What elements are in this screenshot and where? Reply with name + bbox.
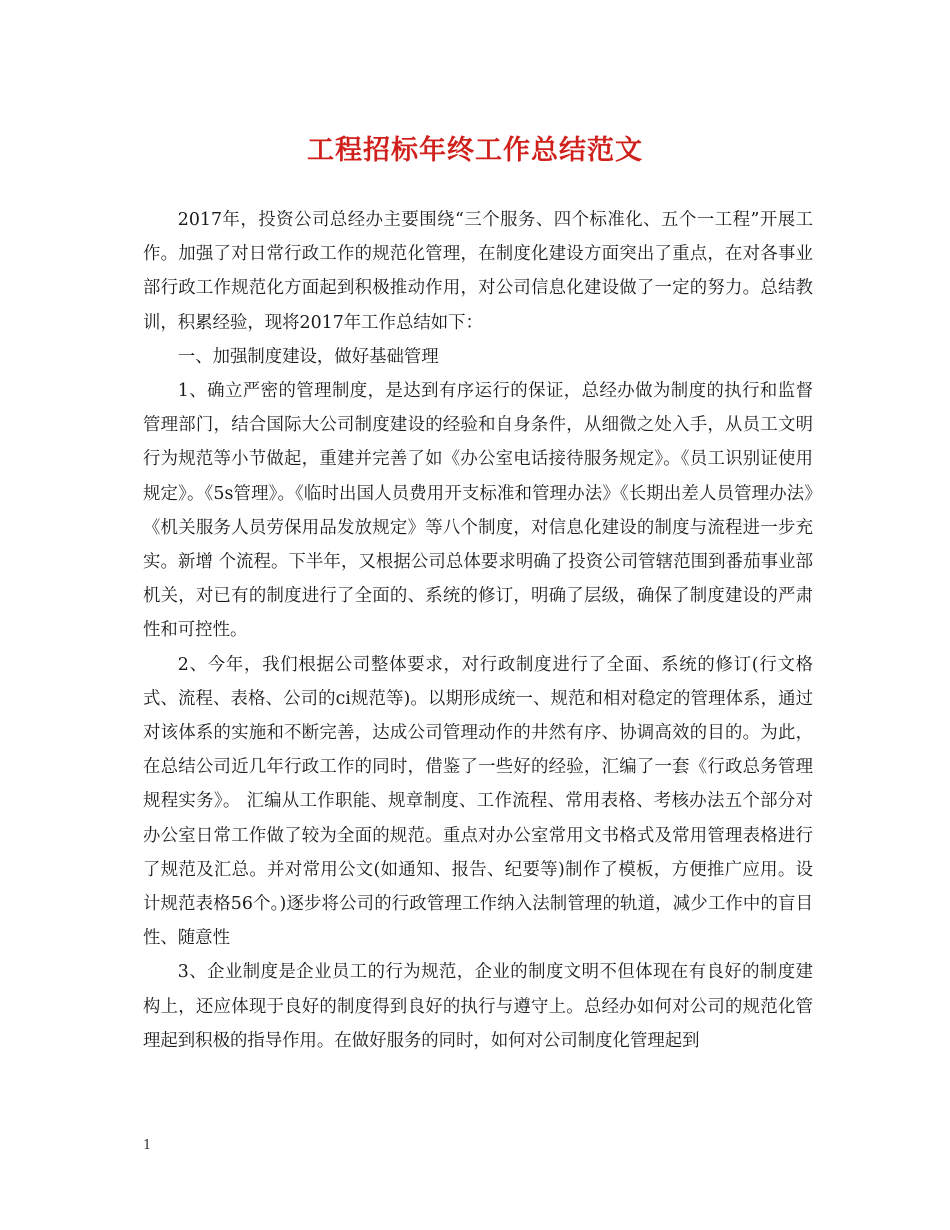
paragraph-item-1: 1、确立严密的管理制度，是达到有序运行的保证，总经办做为制度的执行和监督管理部门，结合国际大公司制度建设的经验和自身条件，从细微之处入手，从员工文明行为规范等小节做起，重建并完善了如《办公室电话接待服务规定》。《员工识别证使用规定》。《5s管理》。《临时出国人员费用开支标准和管理办法》《长期出差人员管理办法》《机关服务人员劳保用品发放规定》等八个制度，对信息化建设的制度与流程进一步充实。新增 个流程。下半年，又根据公司总体要求明确了投资公司管辖范围到番茄事业部机关，对已有的制度进行了全面的、系统的修订，明确了层级，确保了制度建设的严肃性和可控性。: [143, 381, 813, 641]
document-body: [143, 203, 813, 1058]
section-heading-1: 一、加强制度建设，做好基础管理: [177, 346, 439, 367]
page-number: 1: [143, 1138, 152, 1153]
document-title: 工程招标年终工作总结范文: [307, 135, 643, 166]
paragraph-item-3: 3、企业制度是企业员工的行为规范，企业的制度文明不但体现在有良好的制度建构上，还应体现于良好的制度得到良好的执行与遵守上。总经办如何对公司的规范化管理起到积极的指导作用。在做好服务的同时，如何对公司制度化管理起到: [143, 962, 813, 1051]
paragraph-intro: 2017年，投资公司总经办主要围绕“三个服务、四个标准化、五个一工程”开展工作。加强了对日常行政工作的规范化管理，在制度化建设方面突出了重点，在对各事业部行政工作规范化方面起到积极推动作用，对公司信息化建设做了一定的努力。总结教训，积累经验，现将2017年工作总结如下：: [143, 210, 813, 333]
paragraph-item-2: 2、今年，我们根据公司整体要求，对行政制度进行了全面、系统的修订(行文格式、流程、表格、公司的ci规范等)。以期形成统一、规范和相对稳定的管理体系，通过对该体系的实施和不断完善，达成公司管理动作的井然有序、协调高效的目的。为此，在总结公司近几年行政工作的同时，借鉴了一些好的经验，汇编了一套《行政总务管理规程实务》。 汇编从工作职能、规章制度、工作流程、常用表格、考核办法五个部分对办公室日常工作做了较为全面的规范。重点对办公室常用文书格式及常用管理表格进行了规范及汇总。并对常用公文(如通知、报告、纪要等)制作了模板，方便推广应用。设计规范表格56个。)逐步将公司的行政管理工作纳入法制管理的轨道，减少工作中的盲目性、随意性: [143, 654, 813, 949]
